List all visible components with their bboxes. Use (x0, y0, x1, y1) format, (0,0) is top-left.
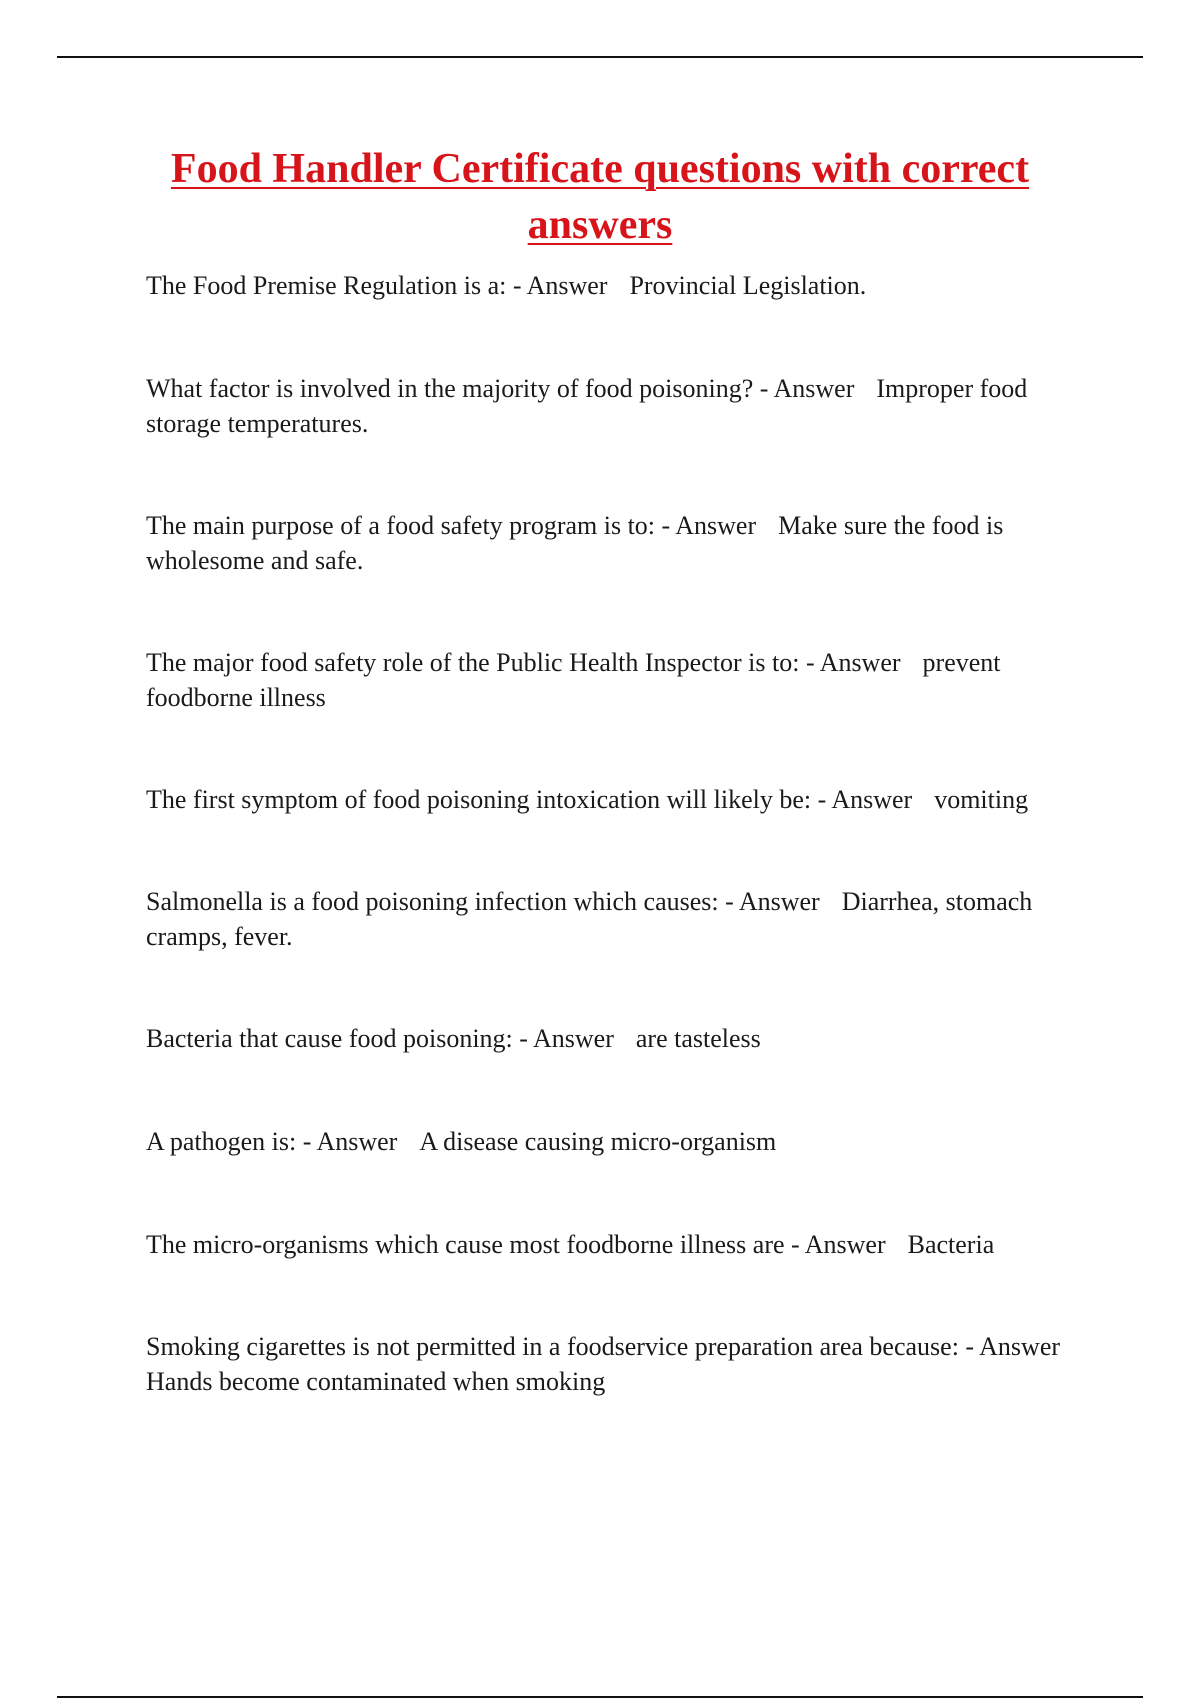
answer-marker: - Answer (791, 1230, 886, 1259)
qa-item (146, 1227, 1086, 1262)
answer-marker: - Answer (725, 887, 820, 916)
answer-text: Improper food storage temperatures. (146, 374, 1028, 438)
answer-marker: - Answer (759, 374, 855, 403)
answer-text: vomiting (934, 785, 1029, 814)
question-text: Smoking cigarettes is not permitted in a foodservice preparation area because: (146, 1332, 959, 1361)
answer-text: prevent foodborne illness (146, 648, 1001, 712)
answer-text: A disease causing micro-organism (419, 1127, 777, 1156)
question-text: The micro-organisms which cause most foodborne illness are (146, 1230, 785, 1259)
qa-item (146, 268, 1086, 303)
question-text: The main purpose of a food safety program is to: (146, 511, 656, 540)
answer-text: Hands become contaminated when smoking (146, 1367, 606, 1396)
header-rule (57, 56, 1143, 58)
answer-text: Make sure the food is wholesome and safe. (146, 511, 1004, 575)
qa-list (146, 268, 1086, 1399)
answer-text: Bacteria (907, 1230, 995, 1259)
question-text: Bacteria that cause food poisoning: (146, 1024, 513, 1053)
qa-item (146, 645, 1086, 715)
answer-marker: - Answer (512, 271, 608, 300)
qa-item (146, 1329, 1086, 1399)
answer-marker: - Answer (805, 648, 901, 677)
answer-marker: - Answer (661, 511, 757, 540)
question-text: The Food Premise Regulation is a: (146, 271, 507, 300)
qa-item (146, 782, 1086, 817)
qa-item (146, 508, 1086, 578)
answer-marker: - Answer (817, 785, 913, 814)
qa-item (146, 884, 1086, 954)
question-text: The first symptom of food poisoning intoxication will likely be: (146, 785, 812, 814)
answer-marker: - Answer (302, 1127, 398, 1156)
qa-item (146, 371, 1086, 441)
question-text: A pathogen is: (146, 1127, 297, 1156)
answer-marker: - Answer (965, 1332, 1061, 1361)
question-text: The major food safety role of the Public Health Inspector is to: (146, 648, 800, 677)
qa-item (146, 1124, 1086, 1159)
question-text: What factor is involved in the majority of food poisoning? (146, 374, 754, 403)
answer-marker: - Answer (519, 1024, 614, 1053)
answer-text: Diarrhea, stomach cramps, fever. (146, 887, 1033, 951)
qa-item (146, 1021, 1086, 1056)
footer-rule (57, 1696, 1143, 1698)
document-title: Food Handler Certificate questions with correct answers (170, 146, 1030, 248)
question-text: Salmonella is a food poisoning infection which causes: (146, 887, 719, 916)
answer-text: Provincial Legislation. (629, 271, 867, 300)
answer-text: are tasteless (635, 1024, 761, 1053)
